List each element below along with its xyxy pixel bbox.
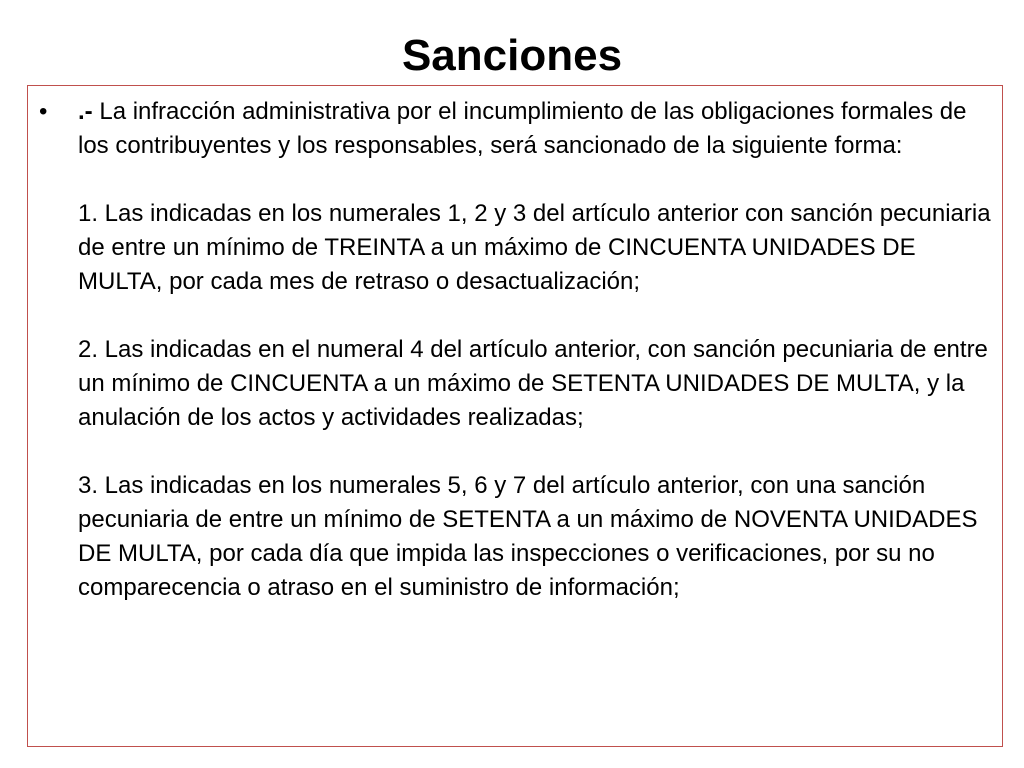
bullet-marker: • xyxy=(39,98,48,125)
intro-paragraph xyxy=(78,95,993,163)
intro-lead-mark: .- xyxy=(78,98,93,125)
slide-title: Sanciones xyxy=(401,31,623,80)
sanction-item-1: 1. Las indicadas en los numerales 1, 2 y 3 del artículo anterior con sanción pecuniaria de entre un mínimo de TREINTA a un máximo de CINCUENTA UNIDADES DE MULTA, por cada mes de retraso o desactualización; xyxy=(78,200,991,295)
sanction-item-2: 2. Las indicadas en el numeral 4 del artículo anterior, con sanción pecuniaria de entre un mínimo de CINCUENTA a un máximo de SETENTA UNIDADES DE MULTA, y la anulación de los actos y actividades realizadas; xyxy=(78,336,988,431)
content-box xyxy=(27,85,1003,747)
sanction-item-3: 3. Las indicadas en los numerales 5, 6 y 7 del artículo anterior, con una sanción pecuniaria de entre un mínimo de SETENTA a un máximo de NOVENTA UNIDADES DE MULTA, por cada día que impida las inspecciones o verificaciones, por su no comparecencia o atraso en el suministro de información; xyxy=(78,472,978,601)
intro-text: La infracción administrativa por el incumplimiento de las obligaciones formales de los contribuyentes y los responsables, será sancionado de la siguiente forma: xyxy=(78,98,967,159)
body-text xyxy=(78,95,993,605)
